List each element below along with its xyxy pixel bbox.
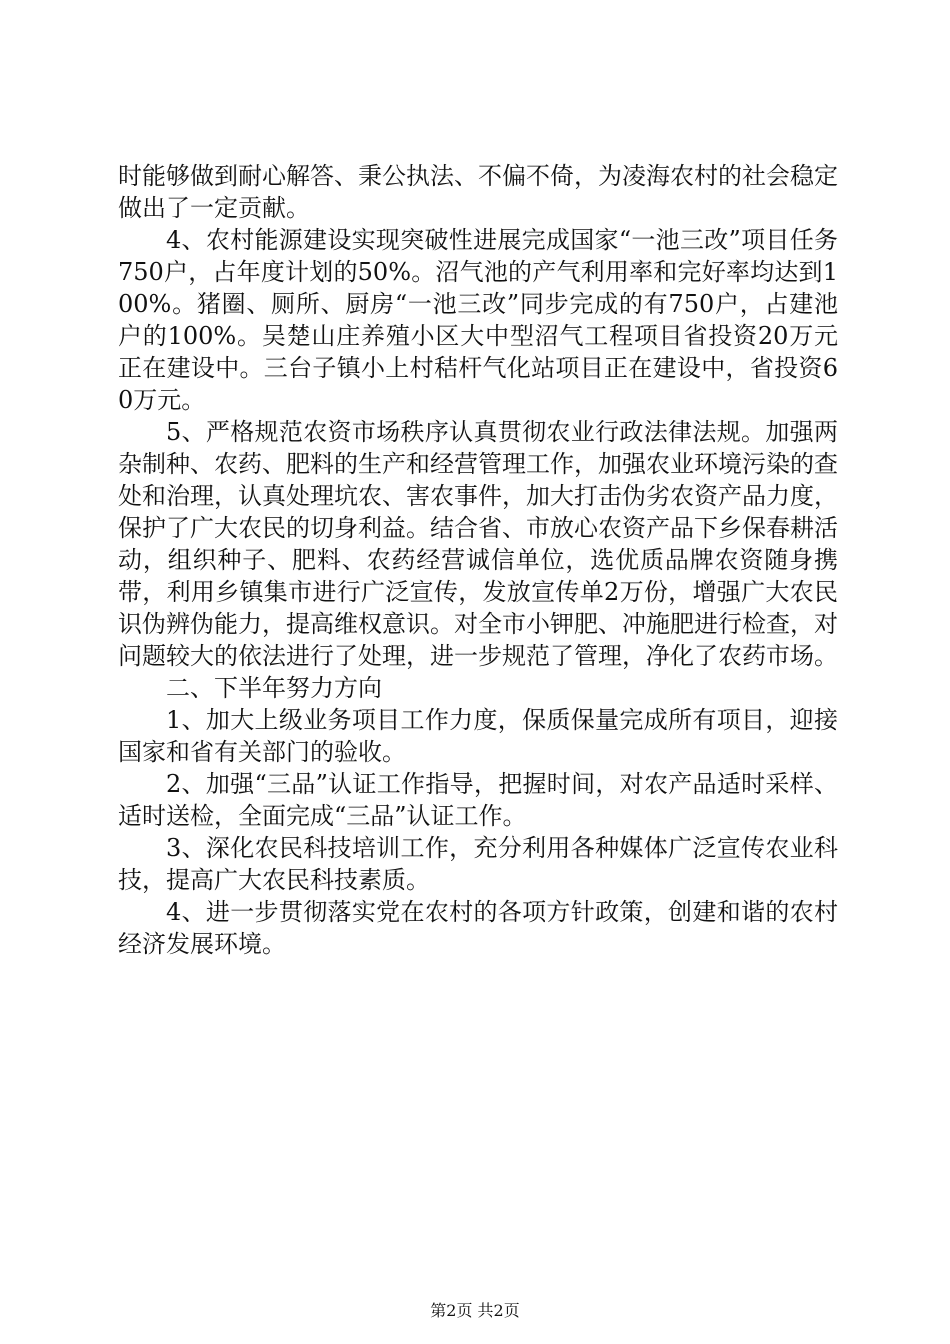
paragraph-plan-4: 4、进一步贯彻落实党在农村的各项方针政策，创建和谐的农村经济发展环境。 xyxy=(118,898,838,958)
document-body xyxy=(118,160,838,960)
section-heading-second-half: 二、下半年努力方向 xyxy=(166,674,382,702)
paragraph-plan-2: 2、加强“三品”认证工作指导，把握时间，对农产品适时采样、适时送检，全面完成“三品”认证工作。 xyxy=(118,770,838,830)
paragraph-market-regulation: 5、严格规范农资市场秩序认真贯彻农业行政法律法规。加强两杂制种、农药、肥料的生产和经营管理工作，加强农业环境污染的查处和治理，认真处理坑农、害农事件，加大打击伪劣农资产品力度，保护了广大农民的切身利益。结合省、市放心农资产品下乡保春耕活动，组织种子、肥料、农药经营诚信单位，选优质品牌农资随身携带，利用乡镇集市进行广泛宣传，发放宣传单2万份，增强广大农民识伪辨伪能力，提高维权意识。对全市小钾肥、冲施肥进行检查，对问题较大的依法进行了处理，进一步规范了管理，净化了农药市场。 xyxy=(118,418,838,670)
page-number-footer: 第2页 共2页 xyxy=(430,1301,520,1320)
paragraph-continuation: 时能够做到耐心解答、秉公执法、不偏不倚，为凌海农村的社会稳定做出了一定贡献。 xyxy=(118,162,838,222)
paragraph-plan-1: 1、加大上级业务项目工作力度，保质保量完成所有项目，迎接国家和省有关部门的验收。 xyxy=(118,706,838,766)
paragraph-energy-construction: 4、农村能源建设实现突破性进展完成国家“一池三改”项目任务750户，占年度计划的50%。沼气池的产气利用率和完好率均达到100%。猪圈、厕所、厨房“一池三改”同步完成的有750户，占建池户的100%。吴楚山庄养殖小区大中型沼气工程项目省投资20万元正在建设中。三台子镇小上村秸杆气化站项目正在建设中，省投资60万元。 xyxy=(118,226,838,414)
paragraph-plan-3: 3、深化农民科技培训工作，充分利用各种媒体广泛宣传农业科技，提高广大农民科技素质。 xyxy=(118,834,838,894)
